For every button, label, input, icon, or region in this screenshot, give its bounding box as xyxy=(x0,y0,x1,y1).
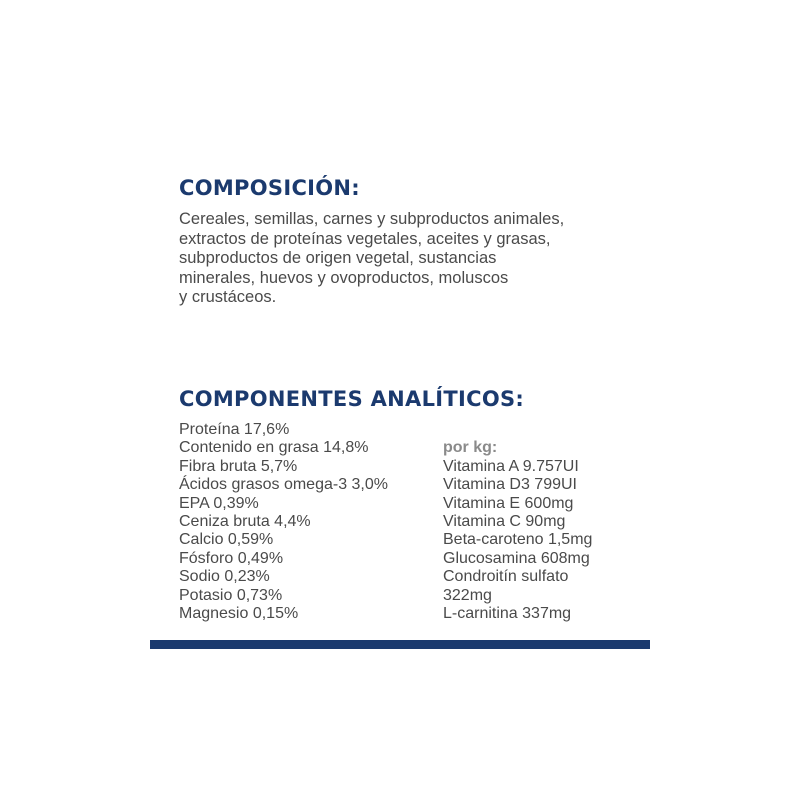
additive-item: Vitamina E 600mg xyxy=(443,494,574,512)
analytical-item: Fibra bruta 5,7% xyxy=(179,457,298,475)
analytical-item: Ceniza bruta 4,4% xyxy=(179,513,311,531)
analytical-item: EPA 0,39% xyxy=(179,494,259,512)
analytical-right-column xyxy=(443,421,592,623)
analytical-item: Ácidos grasos omega-3 3,0% xyxy=(179,476,388,494)
per-kg-label: por kg: xyxy=(443,439,498,457)
composition-line: minerales, huevos y ovoproductos, moluscos xyxy=(179,268,509,287)
additive-item: L-carnitina 337mg xyxy=(443,605,572,623)
analytical-item: Sodio 0,23% xyxy=(179,568,270,586)
composition-line: y crustáceos. xyxy=(179,288,277,306)
composition-line: extractos de proteínas vegetales, aceites y grasas, xyxy=(179,229,551,248)
analytical-item: Fósforo 0,49% xyxy=(179,549,284,567)
bottom-divider xyxy=(150,640,650,649)
analytical-left-column xyxy=(179,421,388,623)
analytical-item: Proteína 17,6% xyxy=(179,421,290,438)
additive-item: Vitamina A 9.757UI xyxy=(443,457,579,475)
additive-item: Vitamina C 90mg xyxy=(443,513,566,531)
analytical-item: Contenido en grasa 14,8% xyxy=(179,439,369,457)
analytical-heading: COMPONENTES ANALÍTICOS: xyxy=(179,387,525,411)
composition-line: Cereales, semillas, carnes y subproductos animales, xyxy=(179,210,565,228)
composition-line: subproductos de origen vegetal, sustancias xyxy=(179,249,497,267)
additive-item: Glucosamina 608mg xyxy=(443,549,590,567)
composition-heading: COMPOSICIÓN: xyxy=(179,176,360,200)
additive-item: Condroitín sulfato xyxy=(443,568,569,586)
analytical-item: Magnesio 0,15% xyxy=(179,605,299,623)
additive-item: 322mg xyxy=(443,586,492,604)
additive-item: Beta-caroteno 1,5mg xyxy=(443,531,593,549)
composition-text xyxy=(179,210,659,308)
analytical-item: Calcio 0,59% xyxy=(179,531,274,549)
additive-item: Vitamina D3 799UI xyxy=(443,476,577,494)
analytical-item: Potasio 0,73% xyxy=(179,586,283,604)
